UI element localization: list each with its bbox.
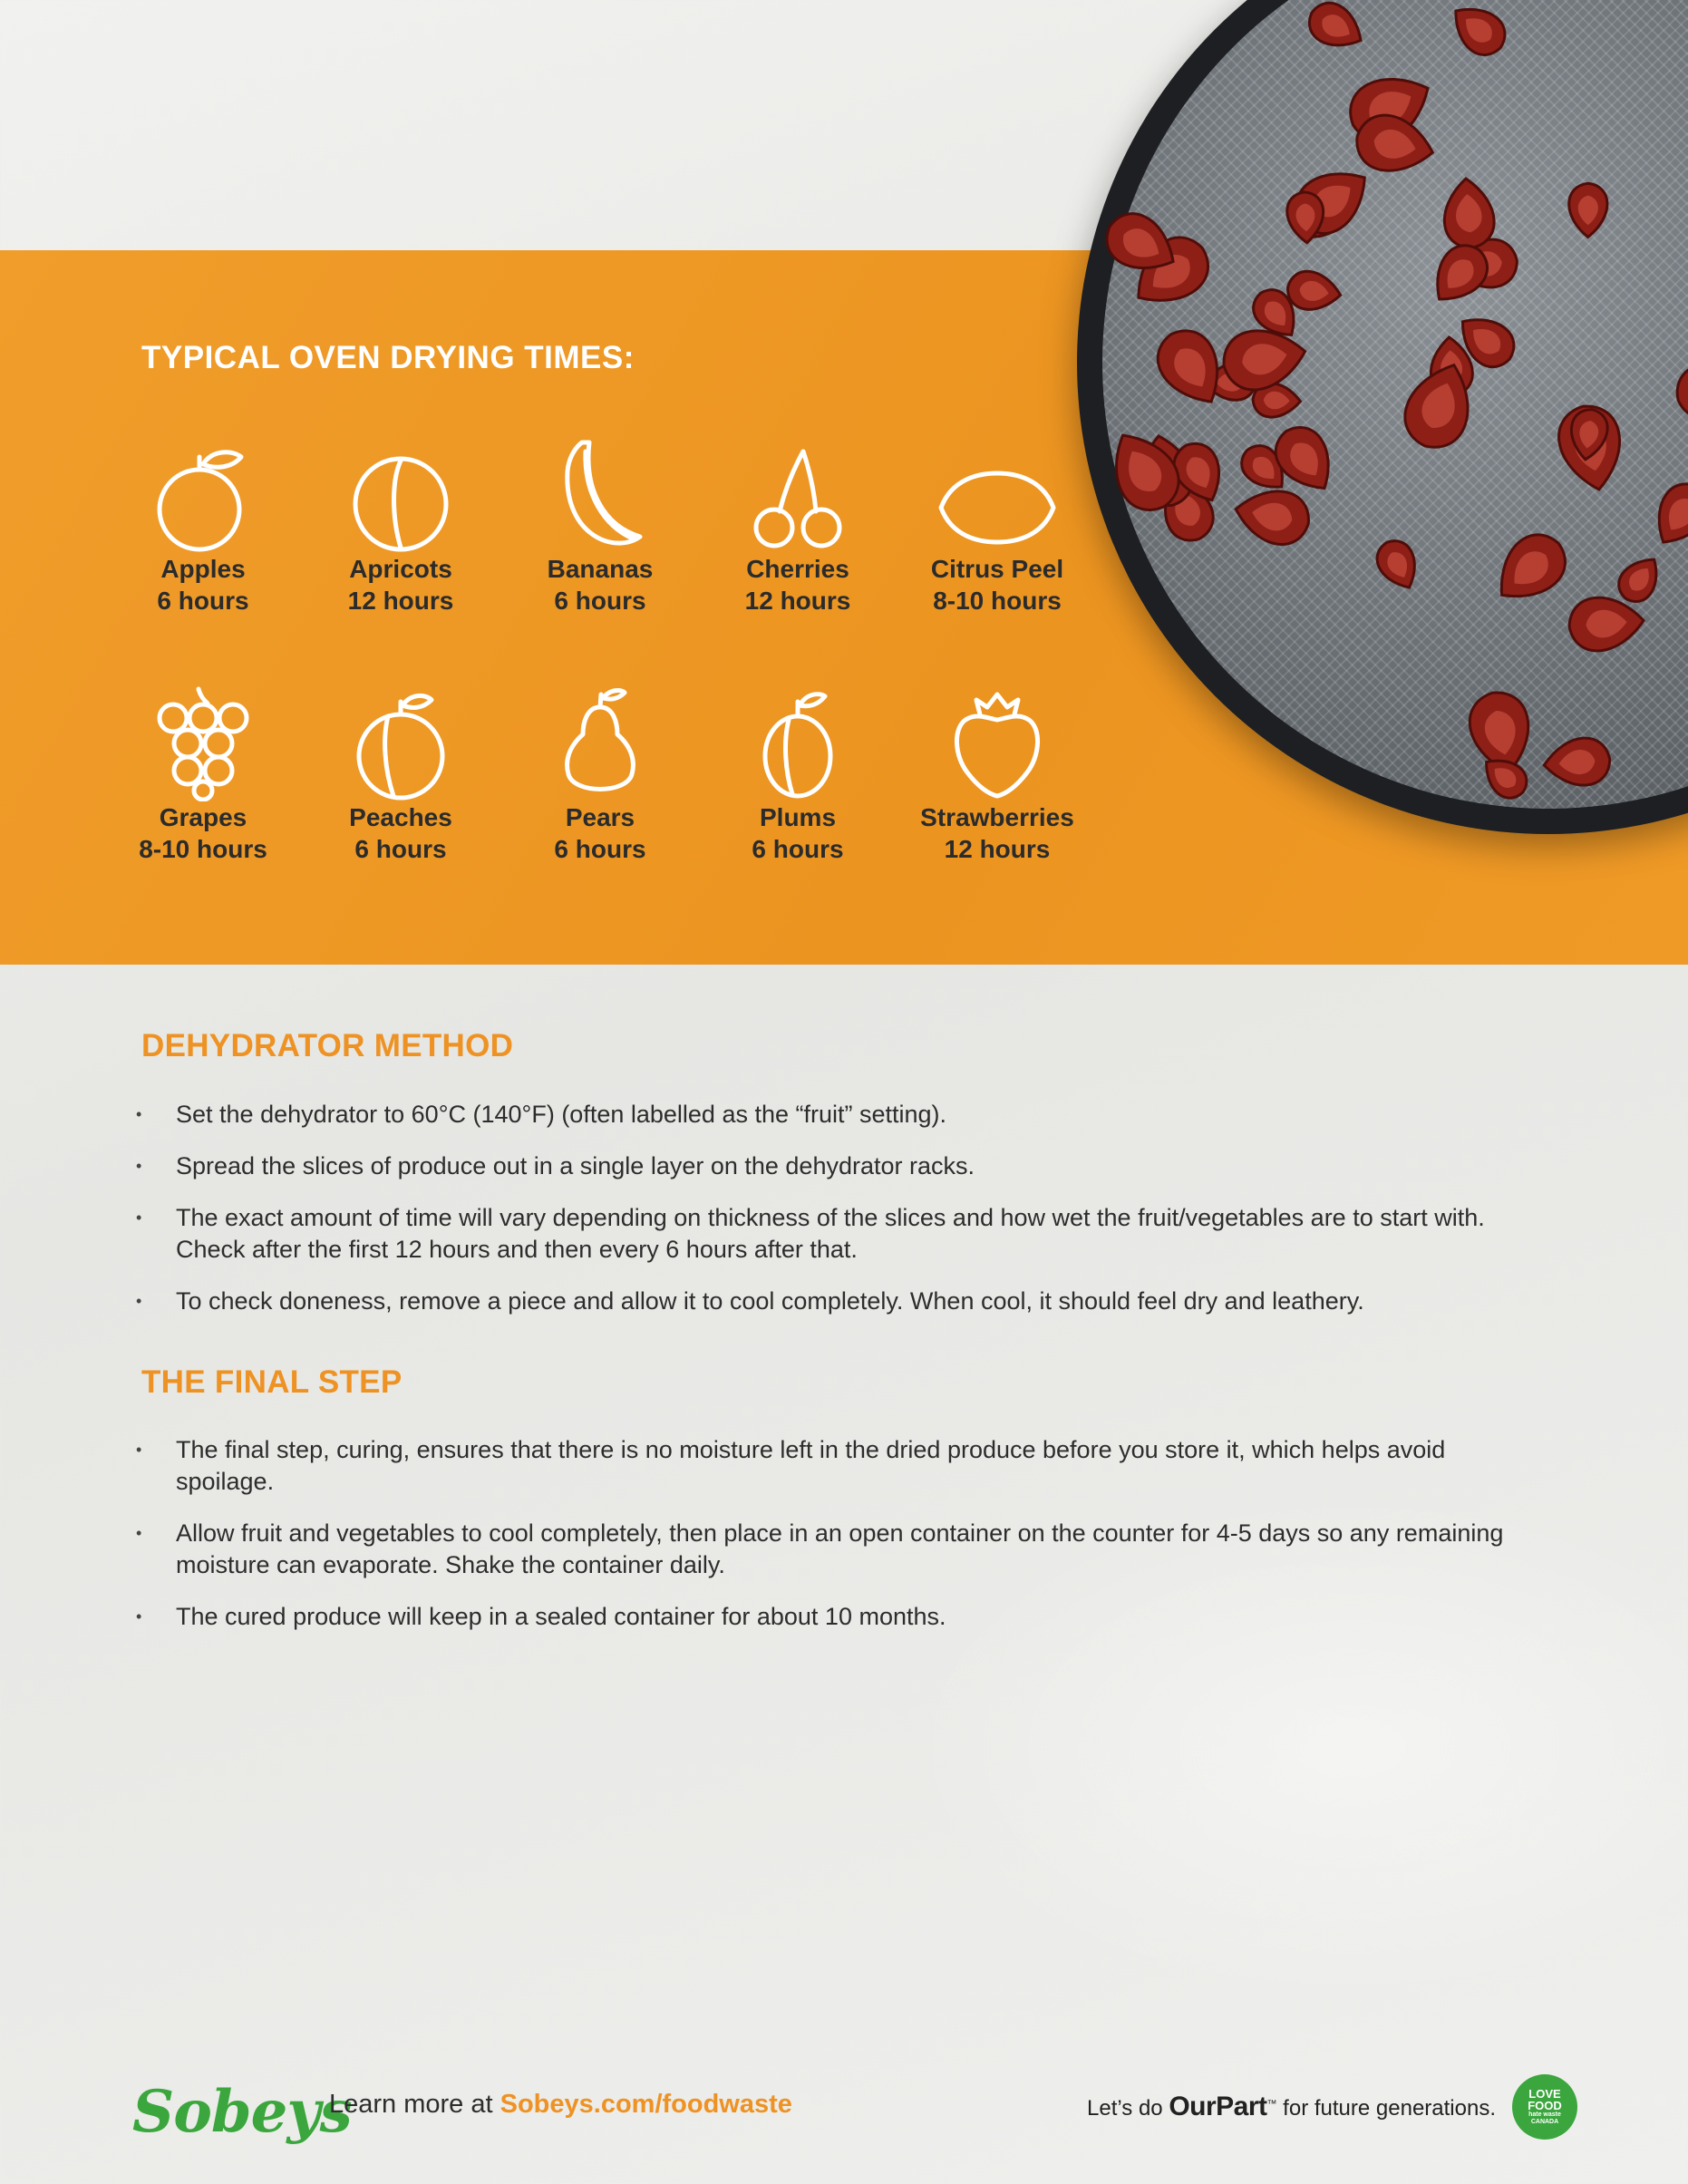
strawberry-slice — [1442, 0, 1513, 63]
strawberry-slice — [1670, 351, 1688, 426]
fruit-grapes — [112, 675, 294, 865]
badge-line: LOVE — [1528, 2087, 1561, 2101]
fruit-name: Bananas — [547, 555, 654, 583]
list-item: • The exact amount of time will vary depending on thickness of the slices and how wet the fruit/vegetables are to start with. Check after the first 12 hours and then every 6 hours after that. — [136, 1202, 1514, 1266]
peach-icon — [346, 684, 455, 801]
lemon-icon — [934, 462, 1061, 553]
fruit-time: 12 hours — [744, 587, 851, 615]
fruit-plums — [707, 675, 888, 865]
cherries-icon — [743, 444, 852, 553]
love-food-hate-waste-badge — [1512, 2074, 1577, 2140]
strawberry-slice — [1231, 483, 1314, 549]
tagline-suffix: for future generations. — [1276, 2096, 1496, 2121]
fruit-citrus-peel — [907, 426, 1088, 616]
fruit-strawberries — [907, 675, 1088, 865]
fruit-cherries — [707, 426, 888, 616]
fruit-time: 6 hours — [752, 835, 844, 863]
fruit-name: Apricots — [349, 555, 452, 583]
dehydrator-method-heading: DEHYDRATOR METHOD — [141, 1028, 514, 1063]
strawberry-slice — [1567, 594, 1646, 653]
strawberry-slice — [1644, 475, 1688, 555]
list-item: • To check doneness, remove a piece and allow it to cool completely. When cool, it should feel dry and leathery. — [136, 1286, 1514, 1317]
final-step-list — [136, 1434, 1514, 1653]
fruit-name: Plums — [759, 803, 837, 831]
list-item: • Set the dehydrator to 60°C (140°F) (often labelled as the “fruit” setting). — [136, 1099, 1514, 1131]
sobeys-logo: Sobeys — [132, 2078, 352, 2146]
list-item: • Allow fruit and vegetables to cool completely, then place in an open container on the counter for 4-5 days so any remaining moisture can evaporate. Shake the container daily. — [136, 1518, 1514, 1581]
badge-line: FOOD — [1528, 2099, 1562, 2112]
fruit-pears — [509, 675, 691, 865]
fruit-time: 8-10 hours — [139, 835, 267, 863]
badge-line: CANADA — [1530, 2119, 1559, 2125]
list-item: • Spread the slices of produce out in a single layer on the dehydrator racks. — [136, 1150, 1514, 1182]
fruit-peaches — [310, 675, 491, 865]
strawberry-slice — [1612, 549, 1668, 608]
dehydrator-steps-list — [136, 1099, 1514, 1337]
final-step-heading: THE FINAL STEP — [141, 1364, 403, 1400]
fruit-time: 6 hours — [354, 835, 447, 863]
dried-strawberries — [1077, 0, 1688, 834]
trademark-mark: ™ — [1266, 2099, 1277, 2110]
drying-times-heading: TYPICAL OVEN DRYING TIMES: — [141, 340, 635, 375]
fruit-name: Strawberries — [920, 803, 1074, 831]
pear-icon — [550, 684, 650, 801]
strawberry-slice — [1483, 523, 1576, 616]
fruit-name: Cherries — [746, 555, 849, 583]
fruit-time: 12 hours — [347, 587, 454, 615]
strawberry-slice — [1542, 736, 1612, 789]
learn-more-prefix: Learn more at — [329, 2090, 500, 2119]
plum-icon — [752, 684, 843, 801]
fruit-time: 6 hours — [554, 835, 646, 863]
learn-more-text — [329, 2090, 792, 2120]
ourpart-tagline — [1087, 2092, 1496, 2122]
apricot-icon — [346, 444, 455, 553]
strawberry-slice — [1569, 183, 1608, 237]
apple-icon — [149, 444, 257, 553]
fruit-time: 8-10 hours — [933, 587, 1062, 615]
strawberry-slice — [1302, 0, 1371, 58]
strawberry-slice — [1285, 268, 1343, 314]
foodwaste-link[interactable]: Sobeys.com/foodwaste — [500, 2090, 792, 2119]
fruit-time: 6 hours — [554, 587, 646, 615]
list-item: • The cured produce will keep in a sealed container for about 10 months. — [136, 1601, 1514, 1633]
tagline-prefix: Let’s do — [1087, 2096, 1169, 2121]
strawberry-slice — [1371, 535, 1425, 596]
badge-line: hate waste — [1528, 2111, 1561, 2118]
strawberry-slice — [1441, 177, 1497, 250]
fruit-name: Citrus Peel — [930, 555, 1064, 583]
fruit-apples — [112, 426, 294, 616]
strawberry-icon — [947, 684, 1047, 801]
strawberry-slice — [1266, 418, 1344, 502]
fruit-name: Peaches — [349, 803, 452, 831]
fruit-name: Pears — [565, 803, 635, 831]
dehydrator-tray-photo — [1077, 0, 1688, 834]
banana-icon — [546, 435, 655, 553]
fruit-name: Grapes — [159, 803, 247, 831]
fruit-time: 12 hours — [944, 835, 1051, 863]
fruit-time: 6 hours — [157, 587, 249, 615]
list-item: • The final step, curing, ensures that there is no moisture left in the dried produce before you store it, which helps avoid spoilage. — [136, 1434, 1514, 1498]
fruit-bananas — [509, 426, 691, 616]
ourpart-brand: OurPart — [1169, 2092, 1267, 2121]
fruit-name: Apples — [160, 555, 246, 583]
grapes-icon — [153, 684, 253, 801]
fruit-apricots — [310, 426, 491, 616]
